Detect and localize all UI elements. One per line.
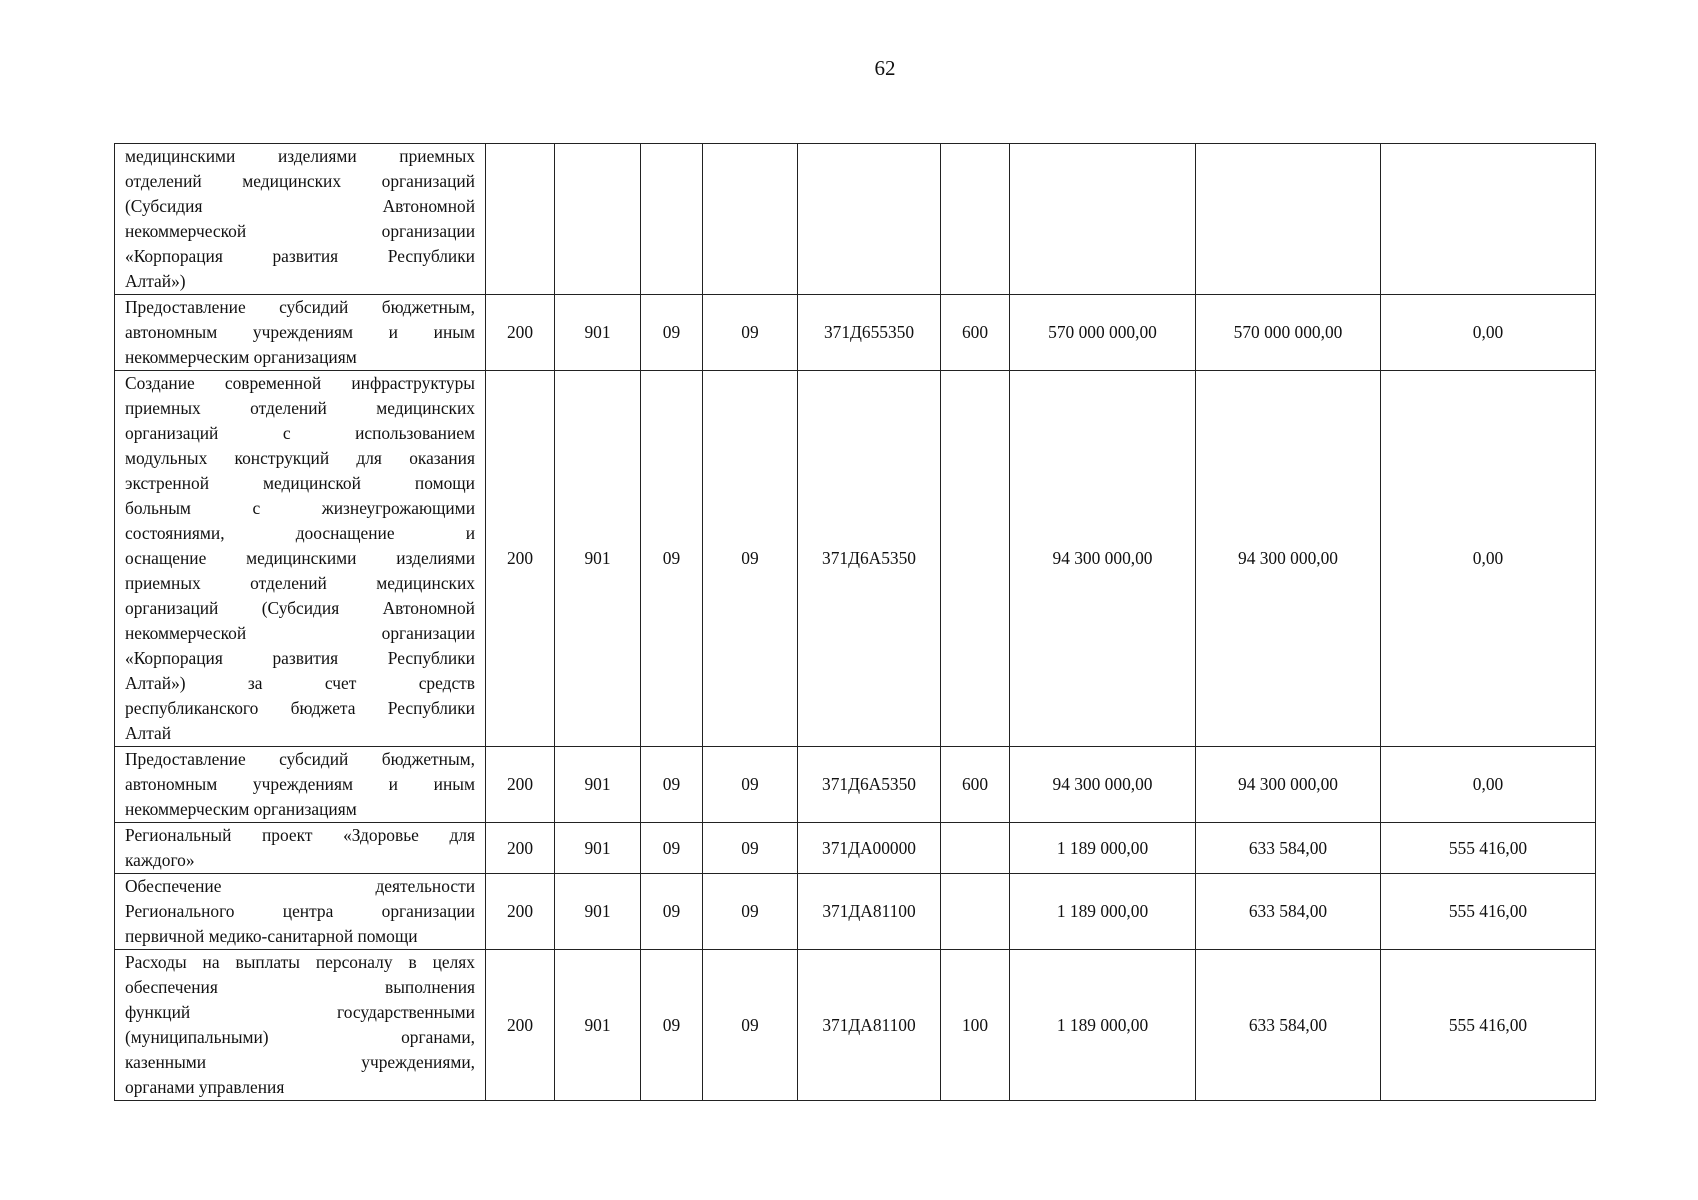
description-line: медицинскими изделиями приемных bbox=[125, 146, 475, 166]
kvsr-cell: 200 bbox=[486, 874, 555, 950]
description-line: Предоставление субсидий бюджетным, bbox=[125, 297, 475, 317]
description-line: (Субсидия Автономной bbox=[125, 196, 475, 216]
description-line: приемных отделений медицинских bbox=[125, 398, 475, 418]
description-line: Предоставление субсидий бюджетным, bbox=[125, 749, 475, 769]
csr-cell: 371Д6А5350 bbox=[798, 371, 941, 747]
description-cell bbox=[115, 747, 486, 823]
kvsr-cell bbox=[486, 144, 555, 295]
description-line: некоммерческим организациям bbox=[125, 799, 357, 819]
table-row bbox=[115, 874, 1596, 950]
sum-total-cell: 570 000 000,00 bbox=[1010, 295, 1196, 371]
csr-cell: 371Д655350 bbox=[798, 295, 941, 371]
kvsr-cell: 200 bbox=[486, 747, 555, 823]
sum-total-cell bbox=[1010, 144, 1196, 295]
csr-cell bbox=[798, 144, 941, 295]
podrazdel-cell: 09 bbox=[703, 874, 798, 950]
sum-regional-cell: 0,00 bbox=[1381, 371, 1596, 747]
description-line: состояниями, дооснащение и bbox=[125, 523, 475, 543]
razdel-cell bbox=[641, 144, 703, 295]
sum-regional-cell: 0,00 bbox=[1381, 747, 1596, 823]
ved-cell: 901 bbox=[555, 823, 641, 874]
vr-cell bbox=[941, 371, 1010, 747]
description-line: Обеспечение деятельности bbox=[125, 876, 475, 896]
description-line: некоммерческим организациям bbox=[125, 347, 357, 367]
sum-regional-cell bbox=[1381, 144, 1596, 295]
sum-total-cell: 1 189 000,00 bbox=[1010, 950, 1196, 1101]
description-line: приемных отделений медицинских bbox=[125, 573, 475, 593]
description-line: Региональный проект «Здоровье для bbox=[125, 825, 475, 845]
description-line: отделений медицинских организаций bbox=[125, 171, 475, 191]
description-line: некоммерческой организации bbox=[125, 623, 475, 643]
description-line: организаций с использованием bbox=[125, 423, 475, 443]
description-line: организаций (Субсидия Автономной bbox=[125, 598, 475, 618]
description-line: казенными учреждениями, bbox=[125, 1052, 475, 1072]
sum-total-cell: 94 300 000,00 bbox=[1010, 371, 1196, 747]
description-line: экстренной медицинской помощи bbox=[125, 473, 475, 493]
podrazdel-cell bbox=[703, 144, 798, 295]
razdel-cell: 09 bbox=[641, 950, 703, 1101]
table-row bbox=[115, 823, 1596, 874]
sum-regional-cell: 0,00 bbox=[1381, 295, 1596, 371]
sum-federal-cell bbox=[1196, 144, 1381, 295]
description-line: оснащение медицинскими изделиями bbox=[125, 548, 475, 568]
description-cell bbox=[115, 874, 486, 950]
description-line: функций государственными bbox=[125, 1002, 475, 1022]
podrazdel-cell: 09 bbox=[703, 747, 798, 823]
vr-cell: 100 bbox=[941, 950, 1010, 1101]
description-line: Алтай») за счет средств bbox=[125, 673, 475, 693]
kvsr-cell: 200 bbox=[486, 371, 555, 747]
description-line: каждого» bbox=[125, 850, 195, 870]
podrazdel-cell: 09 bbox=[703, 371, 798, 747]
description-line: автономным учреждениям и иным bbox=[125, 322, 475, 342]
budget-table bbox=[114, 143, 1596, 1101]
razdel-cell: 09 bbox=[641, 295, 703, 371]
sum-total-cell: 94 300 000,00 bbox=[1010, 747, 1196, 823]
description-cell bbox=[115, 144, 486, 295]
description-line: «Корпорация развития Республики bbox=[125, 246, 475, 266]
podrazdel-cell: 09 bbox=[703, 823, 798, 874]
sum-total-cell: 1 189 000,00 bbox=[1010, 874, 1196, 950]
table-row bbox=[115, 295, 1596, 371]
razdel-cell: 09 bbox=[641, 747, 703, 823]
description-line: республиканского бюджета Республики bbox=[125, 698, 475, 718]
sum-federal-cell: 94 300 000,00 bbox=[1196, 371, 1381, 747]
ved-cell: 901 bbox=[555, 295, 641, 371]
description-line: больным с жизнеугрожающими bbox=[125, 498, 475, 518]
sum-regional-cell: 555 416,00 bbox=[1381, 823, 1596, 874]
sum-federal-cell: 94 300 000,00 bbox=[1196, 747, 1381, 823]
sum-federal-cell: 633 584,00 bbox=[1196, 874, 1381, 950]
sum-total-cell: 1 189 000,00 bbox=[1010, 823, 1196, 874]
description-line: (муниципальными) органами, bbox=[125, 1027, 475, 1047]
description-line: обеспечения выполнения bbox=[125, 977, 475, 997]
csr-cell: 371ДА81100 bbox=[798, 874, 941, 950]
table-row bbox=[115, 950, 1596, 1101]
razdel-cell: 09 bbox=[641, 823, 703, 874]
description-line: некоммерческой организации bbox=[125, 221, 475, 241]
sum-regional-cell: 555 416,00 bbox=[1381, 950, 1596, 1101]
description-cell bbox=[115, 295, 486, 371]
kvsr-cell: 200 bbox=[486, 950, 555, 1101]
description-line: автономным учреждениям и иным bbox=[125, 774, 475, 794]
description-line: «Корпорация развития Республики bbox=[125, 648, 475, 668]
vr-cell bbox=[941, 874, 1010, 950]
description-line: Регионального центра организации bbox=[125, 901, 475, 921]
table-row bbox=[115, 747, 1596, 823]
podrazdel-cell: 09 bbox=[703, 295, 798, 371]
sum-federal-cell: 633 584,00 bbox=[1196, 950, 1381, 1101]
razdel-cell: 09 bbox=[641, 874, 703, 950]
sum-regional-cell: 555 416,00 bbox=[1381, 874, 1596, 950]
description-line: Алтай bbox=[125, 723, 172, 743]
csr-cell: 371Д6А5350 bbox=[798, 747, 941, 823]
kvsr-cell: 200 bbox=[486, 295, 555, 371]
sum-federal-cell: 633 584,00 bbox=[1196, 823, 1381, 874]
page-number: 62 bbox=[874, 56, 896, 80]
csr-cell: 371ДА81100 bbox=[798, 950, 941, 1101]
table-row bbox=[115, 371, 1596, 747]
description-line: первичной медико-санитарной помощи bbox=[125, 926, 418, 946]
table-row bbox=[115, 144, 1596, 295]
ved-cell: 901 bbox=[555, 874, 641, 950]
description-line: Алтай») bbox=[125, 271, 186, 291]
ved-cell: 901 bbox=[555, 371, 641, 747]
vr-cell bbox=[941, 144, 1010, 295]
vr-cell: 600 bbox=[941, 747, 1010, 823]
sum-federal-cell: 570 000 000,00 bbox=[1196, 295, 1381, 371]
razdel-cell: 09 bbox=[641, 371, 703, 747]
description-line: Расходы на выплаты персоналу в целях bbox=[125, 952, 475, 972]
description-cell bbox=[115, 823, 486, 874]
ved-cell bbox=[555, 144, 641, 295]
description-line: органами управления bbox=[125, 1077, 285, 1097]
ved-cell: 901 bbox=[555, 747, 641, 823]
description-cell bbox=[115, 950, 486, 1101]
description-line: Создание современной инфраструктуры bbox=[125, 373, 475, 393]
csr-cell: 371ДА00000 bbox=[798, 823, 941, 874]
description-cell bbox=[115, 371, 486, 747]
ved-cell: 901 bbox=[555, 950, 641, 1101]
table-body bbox=[115, 144, 1596, 1101]
description-line: модульных конструкций для оказания bbox=[125, 448, 475, 468]
vr-cell: 600 bbox=[941, 295, 1010, 371]
podrazdel-cell: 09 bbox=[703, 950, 798, 1101]
vr-cell bbox=[941, 823, 1010, 874]
kvsr-cell: 200 bbox=[486, 823, 555, 874]
